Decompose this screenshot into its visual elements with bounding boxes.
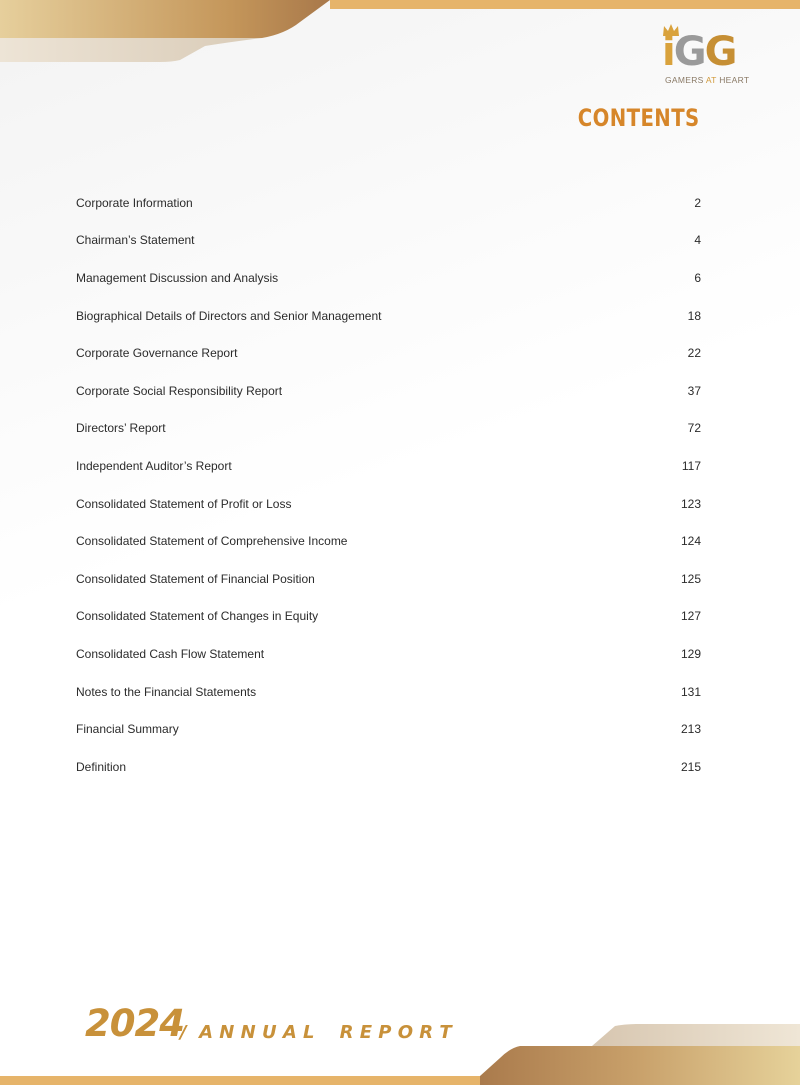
- toc-item-title: Financial Summary: [76, 722, 179, 737]
- toc-item-title: Consolidated Statement of Financial Position: [76, 571, 315, 586]
- footer-year: 2024: [85, 1002, 184, 1045]
- toc-item-title: Definition: [76, 759, 127, 774]
- toc-item-page: 18: [687, 308, 701, 323]
- toc-item-title: Corporate Governance Report: [76, 346, 238, 361]
- toc-item-page: 117: [681, 458, 701, 473]
- toc-item-title: Directors’ Report: [76, 421, 166, 436]
- logo-letter-g-second: G: [704, 29, 736, 75]
- toc-item[interactable]: [76, 635, 701, 673]
- page-title: CONTENTS: [578, 104, 700, 132]
- table-of-contents: [76, 184, 701, 786]
- tagline-highlight: AT: [705, 75, 717, 85]
- toc-item[interactable]: [76, 710, 701, 748]
- toc-item-page: 72: [687, 421, 701, 436]
- toc-item-page: 215: [680, 759, 701, 774]
- toc-item-title: Consolidated Statement of Changes in Equity: [76, 609, 319, 624]
- toc-item-title: Corporate Social Responsibility Report: [76, 383, 283, 398]
- toc-item-page: 37: [687, 383, 701, 398]
- toc-item[interactable]: [76, 598, 701, 636]
- toc-item-page: 2: [694, 195, 701, 210]
- toc-item-page: 129: [680, 646, 701, 661]
- toc-item-page: 125: [680, 571, 701, 586]
- toc-item-page: 4: [694, 233, 701, 248]
- toc-item-title: Consolidated Statement of Profit or Loss: [76, 496, 292, 511]
- toc-item[interactable]: [76, 334, 701, 372]
- toc-item[interactable]: [76, 259, 701, 297]
- bottom-decoration: [0, 1020, 800, 1085]
- toc-item-page: 127: [680, 609, 701, 624]
- toc-item[interactable]: [76, 560, 701, 598]
- toc-item-page: 131: [680, 684, 701, 699]
- logo-letter-g-first: G: [673, 29, 705, 75]
- toc-item[interactable]: [76, 522, 701, 560]
- toc-item[interactable]: [76, 410, 701, 448]
- toc-item[interactable]: [76, 184, 701, 222]
- toc-item[interactable]: [76, 748, 701, 786]
- logo-tagline: [665, 75, 749, 85]
- toc-item-title: Consolidated Cash Flow Statement: [76, 646, 265, 661]
- toc-item-title: Corporate Information: [76, 195, 193, 210]
- toc-item-page: 124: [680, 534, 701, 549]
- toc-item-page: 22: [687, 346, 701, 361]
- toc-item-page: 6: [694, 270, 701, 285]
- logo-letter-i: i: [662, 29, 674, 75]
- toc-item-title: Chairman’s Statement: [76, 233, 195, 248]
- toc-item[interactable]: [76, 372, 701, 410]
- tagline-start: GAMERS: [665, 75, 706, 85]
- toc-item-page: 213: [680, 722, 701, 737]
- toc-item[interactable]: [76, 297, 701, 335]
- toc-item-title: Biographical Details of Directors and Senior Management: [76, 308, 382, 323]
- tagline-end: HEART: [716, 75, 750, 85]
- toc-item-page: 123: [680, 496, 701, 511]
- igg-logo: [662, 24, 756, 88]
- toc-item[interactable]: [76, 222, 701, 260]
- toc-item-title: Notes to the Financial Statements: [76, 684, 257, 699]
- toc-item-title: Consolidated Statement of Comprehensive Income: [76, 534, 348, 549]
- toc-item-title: Independent Auditor’s Report: [76, 458, 232, 473]
- logo-wordmark: [662, 29, 736, 75]
- toc-item[interactable]: [76, 447, 701, 485]
- footer-annual-report: / A N N U A L R E P O R T: [180, 1022, 452, 1043]
- toc-item[interactable]: [76, 673, 701, 711]
- toc-item[interactable]: [76, 485, 701, 523]
- toc-item-title: Management Discussion and Analysis: [76, 270, 279, 285]
